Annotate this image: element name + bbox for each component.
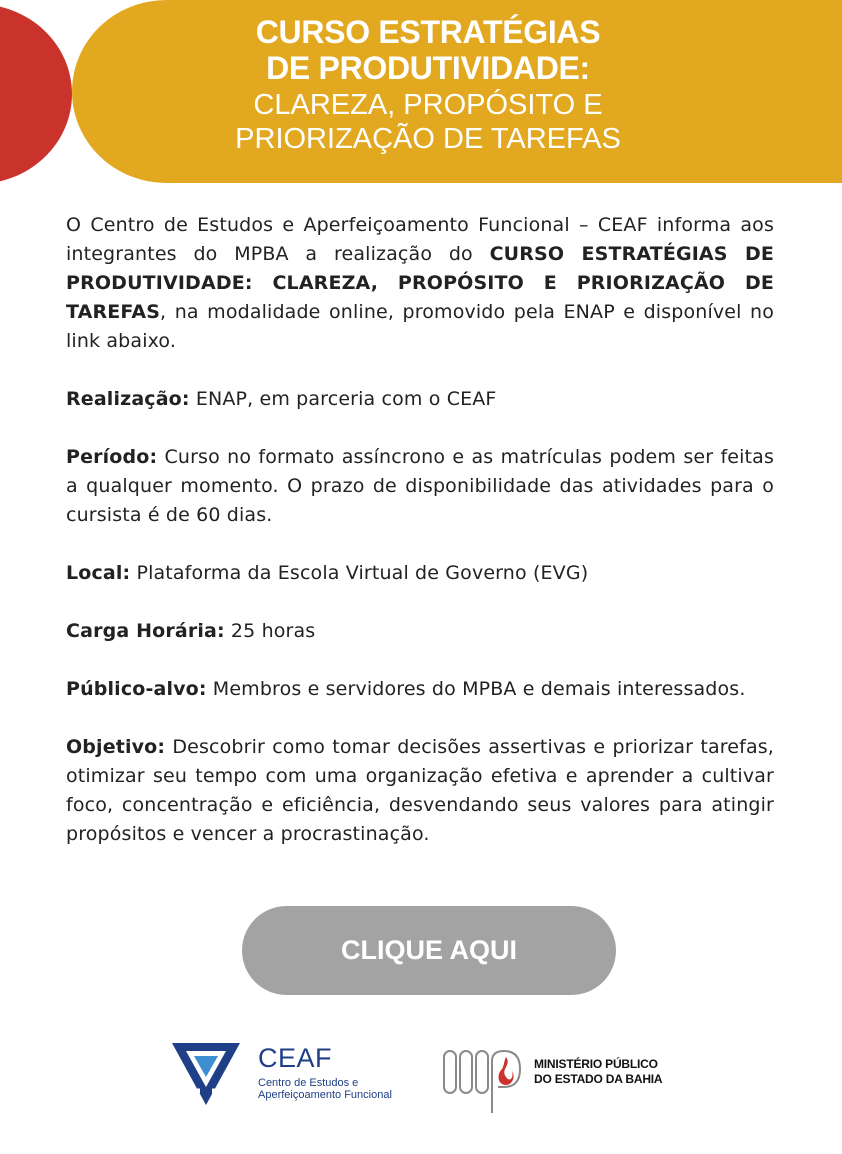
detail-objetivo [66, 733, 774, 849]
ceaf-sub-line-2: Aperfeiçoamento Funcional [258, 1089, 392, 1101]
ceaf-sub-line-1: Centro de Estudos e [258, 1077, 359, 1089]
detail-label: Realização: [66, 388, 190, 410]
detail-label: Período: [66, 446, 158, 468]
ceaf-name: CEAF [258, 1043, 333, 1073]
clique-aqui-button[interactable]: CLIQUE AQUI [242, 906, 616, 995]
intro-text-after: , na modalidade online, promovido pela ENAP e disponível no link abaixo. [66, 301, 774, 352]
intro-text-before: O Centro de Estudos e Aperfeiçoamento Funcional – CEAF informa aos integrantes do MPBA a realização do [66, 214, 774, 265]
detail-realizacao [66, 385, 774, 414]
detail-publico-alvo [66, 675, 774, 704]
detail-label: Local: [66, 562, 131, 584]
detail-periodo [66, 443, 774, 530]
subtitle-line-2: PRIORIZAÇÃO DE TAREFAS [235, 123, 621, 155]
mpba-line-1: MINISTÉRIO PÚBLICO [534, 1057, 658, 1071]
intro-course-name: CURSO ESTRATÉGIAS DE PRODUTIVIDADE: CLAREZA, PROPÓSITO E PRIORIZAÇÃO DE TAREFAS [66, 243, 774, 323]
mpba-logo [442, 1047, 702, 1117]
announcement-body [66, 211, 774, 878]
ceaf-logo [170, 1039, 420, 1111]
detail-label: Público-alvo: [66, 678, 207, 700]
decorative-red-circle [0, 4, 72, 184]
mpba-line-2: DO ESTADO DA BAHIA [534, 1072, 663, 1086]
title-line-2: DE PRODUTIVIDADE: [266, 50, 590, 86]
detail-value: ENAP, em parceria com o CEAF [189, 388, 497, 410]
detail-label: Objetivo: [66, 736, 166, 758]
intro-paragraph [66, 211, 774, 356]
detail-value: 25 horas [224, 620, 316, 642]
mpba-name [534, 1057, 704, 1087]
ceaf-emblem-icon [170, 1041, 242, 1107]
detail-value: Curso no formato assíncrono e as matrículas podem ser feitas a qualquer momento. O prazo de disponibilidade das atividades para o cursista é de 60 dias. [66, 446, 774, 526]
subtitle-line-1: CLAREZA, PROPÓSITO E [253, 89, 603, 121]
detail-value: Plataforma da Escola Virtual de Governo (EVG) [130, 562, 589, 584]
title-line-1: CURSO ESTRATÉGIAS [255, 14, 601, 50]
header-title-block [72, 14, 784, 156]
detail-label: Carga Horária: [66, 620, 225, 642]
detail-value: Membros e servidores do MPBA e demais interessados. [206, 678, 746, 700]
detail-carga-horaria [66, 617, 774, 646]
detail-local [66, 559, 774, 588]
mpba-emblem-icon [442, 1047, 526, 1117]
ceaf-subtitle [258, 1077, 428, 1101]
detail-value: Descobrir como tomar decisões assertivas e priorizar tarefas, otimizar seu tempo com uma organização efetiva e aprender a cultivar foco, concentração e eficiência, desvendando seus valores para atingir propósitos e vencer a procrastinação. [66, 736, 774, 845]
